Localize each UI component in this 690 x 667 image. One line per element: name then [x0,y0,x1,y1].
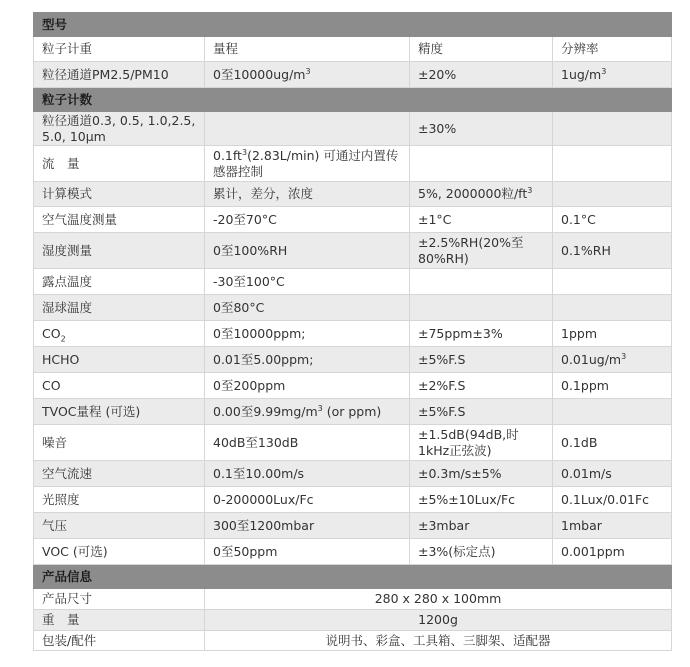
row-resolution: 0.01m/s [553,461,672,487]
row-resolution: 0.1°C [553,207,672,233]
row-resolution [553,269,672,295]
table-row [34,347,672,373]
table-row [34,539,672,565]
row-resolution: 0.1Lux/0.01Fc [553,487,672,513]
row-value: 1200g [205,610,672,631]
row-name: 产品尺寸 [34,589,205,610]
row-accuracy: 5%, 2000000粒$/ft^3$ [410,182,553,207]
row-name: 重 量 [34,610,205,631]
row-range: 0.01至5.00ppm; [205,347,410,373]
row-accuracy: ±5%F.S [410,399,553,425]
row-range: -20至70°C [205,207,410,233]
header-row [34,37,672,62]
row-range: 0至80°C [205,295,410,321]
table-row [34,610,672,631]
row-resolution: 1mbar [553,513,672,539]
spec-table [33,12,672,651]
row-name: 粒径通道PM2.5/PM10 [34,62,205,88]
row-accuracy: ±3%(标定点) [410,539,553,565]
row-resolution: 0.1%RH [553,233,672,269]
row-accuracy [410,269,553,295]
row-name: 粒径通道0.3, 0.5, 1.0,2.5, 5.0, 10μm [34,112,205,146]
row-name: 气压 [34,513,205,539]
header-cell: 粒子计重 [34,37,205,62]
section-particle-count [34,88,672,112]
row-accuracy: ±2.5%RH(20%至80%RH) [410,233,553,269]
table-row [34,233,672,269]
row-resolution [553,295,672,321]
row-name: 空气温度测量 [34,207,205,233]
row-accuracy: ±3mbar [410,513,553,539]
section-product-info [34,565,672,589]
section-model [34,13,672,37]
header-cell: 量程 [205,37,410,62]
table-row [34,425,672,461]
row-name: TVOC量程 (可选) [34,399,205,425]
row-accuracy: ±0.3m/s±5% [410,461,553,487]
row-name: 空气流速 [34,461,205,487]
section-title: 粒子计数 [34,88,205,112]
row-resolution: $0.01ug/m^3$ [553,347,672,373]
row-resolution: $1ug/m^3$ [553,62,672,88]
header-cell: 精度 [410,37,553,62]
row-name: CO [34,373,205,399]
row-range: 40dB至130dB [205,425,410,461]
row-name: VOC (可选) [34,539,205,565]
row-accuracy: ±5%F.S [410,347,553,373]
table-row [34,207,672,233]
row-resolution [553,399,672,425]
table-row [34,182,672,207]
row-name: $CO_2$ [34,321,205,347]
row-range: 300至1200mbar [205,513,410,539]
row-accuracy: ±1.5dB(94dB,时1kHz正弦波) [410,425,553,461]
row-range: 0.1至10.00m/s [205,461,410,487]
row-name: 露点温度 [34,269,205,295]
section-title: 型号 [34,13,205,37]
table-row [34,269,672,295]
table-row [34,589,672,610]
row-range: 0至50ppm [205,539,410,565]
row-range: 0.00至$9.99mg/m^3$ (or ppm) [205,399,410,425]
row-range: 0至10000ppm; [205,321,410,347]
row-name: 流 量 [34,146,205,182]
row-range: 0至200ppm [205,373,410,399]
row-range: 0至100%RH [205,233,410,269]
row-accuracy: ±2%F.S [410,373,553,399]
row-range: 累计，差分，浓度 [205,182,410,207]
table-row [34,513,672,539]
row-range: 0-200000Lux/Fc [205,487,410,513]
row-value: 说明书、彩盒、工具箱、三脚架、适配器 [205,631,672,651]
row-resolution: 0.1dB [553,425,672,461]
row-resolution: 0.001ppm [553,539,672,565]
row-range: -30至100°C [205,269,410,295]
table-row [34,321,672,347]
table-row [34,487,672,513]
header-cell: 分辨率 [553,37,672,62]
row-name: 包装/配件 [34,631,205,651]
row-resolution: 0.1ppm [553,373,672,399]
row-name: 湿度测量 [34,233,205,269]
table-row [34,295,672,321]
table-row [34,631,672,651]
row-name: 计算模式 [34,182,205,207]
row-name: 光照度 [34,487,205,513]
row-accuracy: ±1°C [410,207,553,233]
row-accuracy: ±5%±10Lux/Fc [410,487,553,513]
section-title: 产品信息 [34,565,205,589]
table-row [34,112,672,146]
table-row [34,373,672,399]
table-row [34,399,672,425]
spec-table-container [33,12,671,651]
row-accuracy: ±75ppm±3% [410,321,553,347]
row-name: HCHO [34,347,205,373]
row-range: 0至$10000ug/m^3$ [205,62,410,88]
row-resolution: 1ppm [553,321,672,347]
row-name: 噪音 [34,425,205,461]
row-range: $0.1ft^3(2.83L/\min)$ 可通过内置传感器控制 [205,146,410,182]
table-row [34,461,672,487]
table-row [34,146,672,182]
row-accuracy: ±20% [410,62,553,88]
row-name: 湿球温度 [34,295,205,321]
row-accuracy [410,295,553,321]
table-row [34,62,672,88]
row-accuracy: ±30% [410,112,553,146]
row-value: 280 x 280 x 100mm [205,589,672,610]
